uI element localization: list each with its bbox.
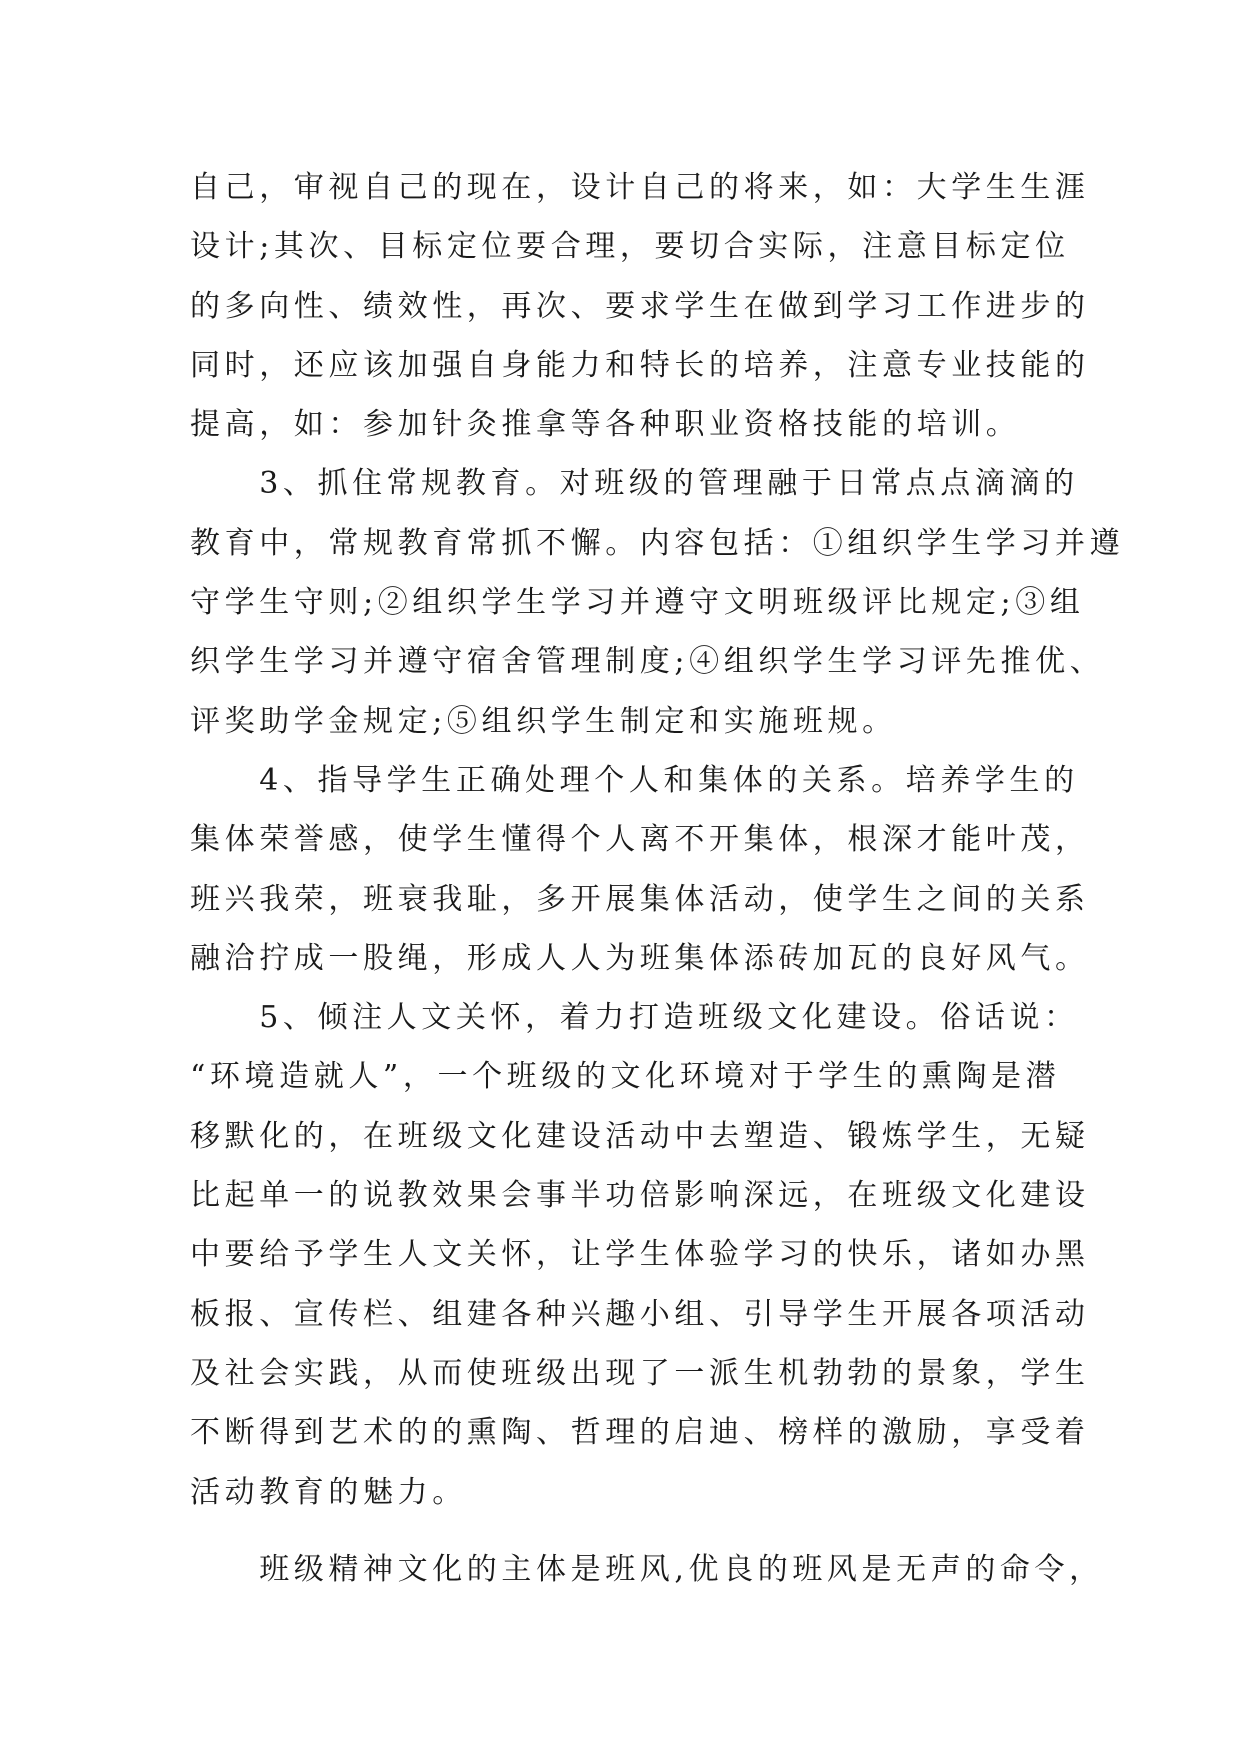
text-line: 班级精神文化的主体是班风,优良的班风是无声的命令， [190, 1551, 1104, 1587]
text-line: 的多向性、绩效性，再次、要求学生在做到学习工作进步的 [190, 288, 1090, 324]
text-line: 自己，审视自己的现在，设计自己的将来，如：大学生生涯 [190, 170, 1090, 205]
paragraph-gap [190, 1522, 1070, 1540]
text-line: 及社会实践，从而使班级出现了一派生机勃勃的景象，学生 [190, 1355, 1090, 1391]
body-text [190, 158, 1125, 1599]
text-line: 设计;其次、目标定位要合理，要切合实际，注意目标定位 [190, 229, 1070, 265]
text-line: 融洽拧成一股绳，形成人人为班集体添砖加瓦的良好风气。 [190, 940, 1090, 976]
text-line: 移默化的，在班级文化建设活动中去塑造、锻炼学生，无疑 [190, 1118, 1090, 1154]
text-line: 中要给予学生人文关怀，让学生体验学习的快乐，诸如办黑 [190, 1237, 1090, 1273]
text-line: 3、抓住常规教育。对班级的管理融于日常点点滴滴的 [190, 466, 1079, 502]
text-line: 守学生守则;②组织学生学习并遵守文明班级评比规定;③组 [190, 585, 1085, 621]
text-line: 提高，如：参加针灸推拿等各种职业资格技能的培训。 [190, 407, 1021, 443]
text-line: 不断得到艺术的的熏陶、哲理的启迪、榜样的激励，享受着 [190, 1415, 1090, 1451]
text-line: 织学生学习并遵守宿舍管理制度;④组织学生学习评先推优、 [190, 644, 1105, 680]
text-line: 教育中，常规教育常抓不懈。内容包括：①组织学生学习并遵 [190, 525, 1125, 561]
text-line: 5、倾注人文关怀，着力打造班级文化建设。俗话说： [190, 1000, 1079, 1036]
text-line: 集体荣誉感，使学生懂得个人离不开集体，根深才能叶茂， [190, 822, 1090, 858]
text-line: 4、指导学生正确处理个人和集体的关系。培养学生的 [190, 762, 1079, 798]
text-line: 活动教育的魅力。 [190, 1474, 467, 1510]
text-line: 同时，还应该加强自身能力和特长的培养，注意专业技能的 [190, 347, 1090, 383]
text-line: 评奖助学金规定;⑤组织学生制定和实施班规。 [190, 703, 897, 739]
text-line: 板报、宣传栏、组建各种兴趣小组、引导学生开展各项活动 [190, 1296, 1090, 1332]
text-line: “环境造就人”，一个班级的文化环境对于学生的熏陶是潜 [190, 1059, 1061, 1095]
text-line: 班兴我荣，班衰我耻，多开展集体活动，使学生之间的关系 [190, 881, 1090, 917]
text-line: 比起单一的说教效果会事半功倍影响深远，在班级文化建设 [190, 1178, 1090, 1214]
